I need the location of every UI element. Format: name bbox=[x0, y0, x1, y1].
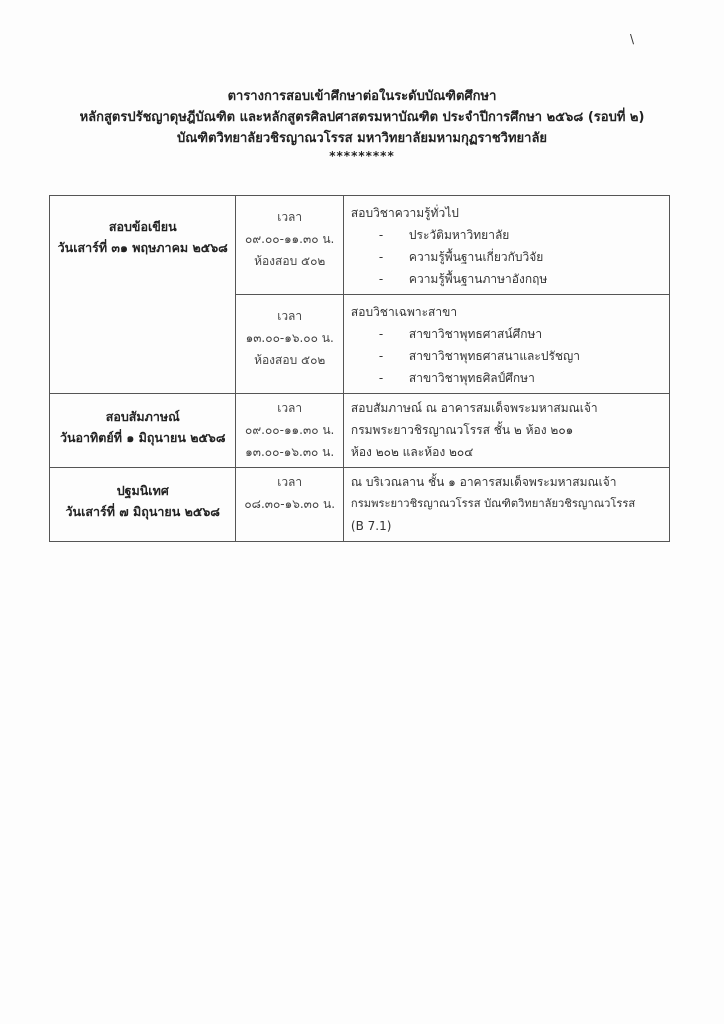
table-row bbox=[50, 394, 670, 468]
time-label: เวลา bbox=[277, 210, 303, 224]
orientation-time-cell bbox=[236, 468, 343, 542]
interview-date: วันอาทิตย์ที่ ๑ มิถุนายน ๒๕๖๘ bbox=[59, 430, 226, 445]
interview-time-afternoon: ๑๓.๐๐-๑๖.๓๐ น. bbox=[245, 445, 335, 459]
orientation-time: ๐๘.๓๐-๑๖.๓๐ น. bbox=[244, 497, 336, 511]
list-item bbox=[351, 224, 663, 246]
interview-cell bbox=[50, 394, 236, 468]
list-dash: - bbox=[378, 327, 384, 341]
orientation-detail-line1: ณ บริเวณลาน ชั้น ๑ อาคารสมเด็จพระมหาสมณเจ้า bbox=[350, 475, 617, 489]
list-item bbox=[351, 323, 663, 345]
list-item-text: สาขาวิชาพุทธศาสน์ศึกษา bbox=[408, 327, 543, 341]
written-session1-time-cell bbox=[236, 196, 343, 295]
written-exam-title: สอบข้อเขียน bbox=[108, 219, 177, 234]
list-item bbox=[351, 268, 663, 290]
corner-mark: \ bbox=[630, 32, 635, 46]
time-label: เวลา bbox=[277, 475, 303, 489]
list-item-text: ความรู้พื้นฐานเกี่ยวกับวิจัย bbox=[408, 250, 544, 264]
interview-detail-line1: สอบสัมภาษณ์ ณ อาคารสมเด็จพระมหาสมณเจ้า bbox=[350, 401, 598, 415]
list-dash: - bbox=[378, 349, 384, 363]
list-dash: - bbox=[378, 272, 384, 286]
written-session2-room: ห้องสอบ ๕๐๒ bbox=[254, 353, 326, 367]
table-row bbox=[50, 196, 670, 295]
document-header bbox=[0, 86, 724, 163]
written-session1-room: ห้องสอบ ๕๐๒ bbox=[254, 254, 326, 268]
header-institution: บัณฑิตวิทยาลัยวชิรญาณวโรรส มหาวิทยาลัยมหามกุฏราชวิทยาลัย bbox=[176, 131, 548, 146]
table-row bbox=[50, 468, 670, 542]
header-programs: หลักสูตรปรัชญาดุษฎีบัณฑิต และหลักสูตรศิลปศาสตรมหาบัณฑิต ประจำปีการศึกษา ๒๕๖๘ (รอบที่ ๒) bbox=[79, 110, 645, 125]
written-session2-time-cell bbox=[236, 295, 343, 394]
interview-title: สอบสัมภาษณ์ bbox=[105, 409, 180, 424]
orientation-title: ปฐมนิเทศ bbox=[116, 483, 169, 498]
orientation-detail-cell bbox=[343, 468, 669, 542]
time-label: เวลา bbox=[277, 401, 303, 415]
list-dash: - bbox=[378, 371, 384, 385]
header-separator: ********* bbox=[329, 149, 395, 163]
written-exam-date: วันเสาร์ที่ ๓๑ พฤษภาคม ๒๕๖๘ bbox=[57, 240, 228, 255]
list-item bbox=[351, 246, 663, 268]
exam-schedule-table bbox=[49, 195, 670, 542]
written-session2-subject: สอบวิชาเฉพาะสาขา bbox=[350, 305, 458, 319]
written-session1-detail-cell bbox=[343, 196, 669, 295]
interview-time-cell bbox=[236, 394, 343, 468]
list-item-text: สาขาวิชาพุทธศาสนาและปรัชญา bbox=[408, 349, 581, 363]
interview-detail-line3: ห้อง ๒๐๒ และห้อง ๒๐๔ bbox=[350, 445, 474, 459]
list-item bbox=[351, 367, 663, 389]
time-label: เวลา bbox=[277, 309, 303, 323]
written-session2-detail-cell bbox=[343, 295, 669, 394]
written-session1-subject: สอบวิชาความรู้ทั่วไป bbox=[350, 206, 459, 220]
list-dash: - bbox=[378, 228, 384, 242]
orientation-cell bbox=[50, 468, 236, 542]
written-exam-cell bbox=[50, 196, 236, 394]
list-dash: - bbox=[378, 250, 384, 264]
interview-time-morning: ๐๙.๐๐-๑๑.๓๐ น. bbox=[245, 423, 335, 437]
list-item bbox=[351, 345, 663, 367]
interview-detail-line2: กรมพระยาวชิรญาณวโรรส ชั้น ๒ ห้อง ๒๐๑ bbox=[350, 423, 574, 437]
list-item-text: ประวัติมหาวิทยาลัย bbox=[408, 228, 510, 242]
orientation-date: วันเสาร์ที่ ๗ มิถุนายน ๒๕๖๘ bbox=[65, 504, 220, 519]
written-session2-time: ๑๓.๐๐-๑๖.๐๐ น. bbox=[245, 331, 334, 345]
orientation-detail-line2: กรมพระยาวชิรญาณวโรรส บัณฑิตวิทยาลัยวชิรญาณวโรรส bbox=[350, 497, 636, 510]
list-item-text: สาขาวิชาพุทธศิลป์ศึกษา bbox=[408, 371, 535, 385]
header-title: ตารางการสอบเข้าศึกษาต่อในระดับบัณฑิตศึกษา bbox=[227, 89, 497, 104]
interview-detail-cell bbox=[343, 394, 669, 468]
list-item-text: ความรู้พื้นฐานภาษาอังกฤษ bbox=[408, 272, 548, 286]
orientation-detail-line3: (B 7.1) bbox=[350, 519, 392, 533]
written-session1-time: ๐๙.๐๐-๑๑.๓๐ น. bbox=[245, 232, 335, 246]
